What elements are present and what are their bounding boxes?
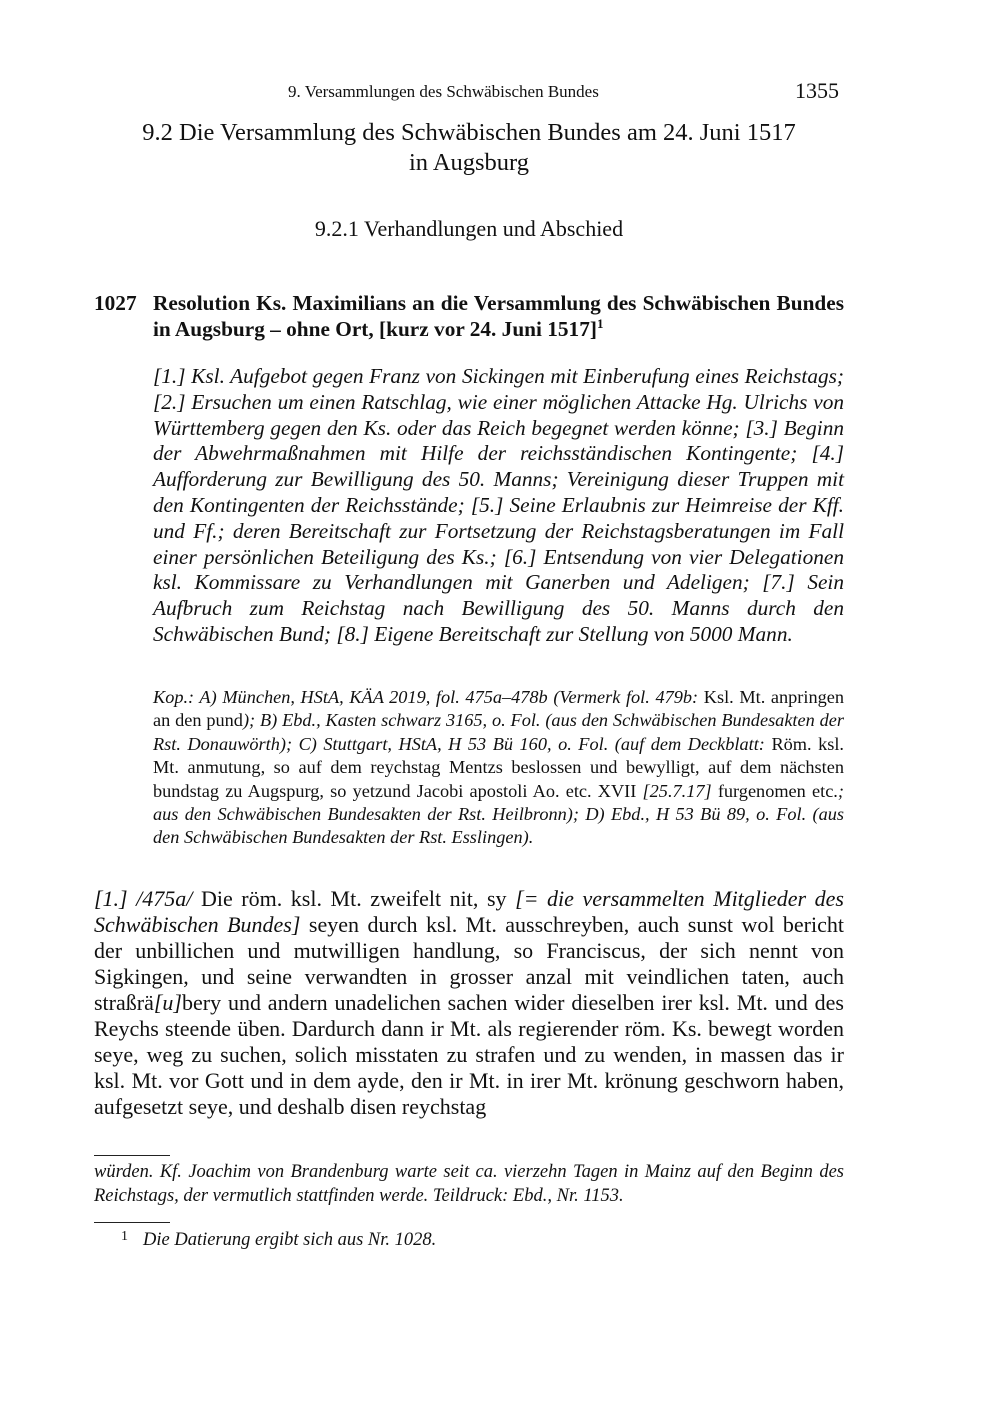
copies-note-quote-2: Röm. ksl. Mt. anmutung, so auf dem reychstag Mentzs beslossen und bewylligt, auf dem nächsten bundstag zu Augspurg, so yetzund Jacobi apostoli Ao. etc. XVII bbox=[153, 733, 844, 801]
section-title-line-2: in Augsburg bbox=[408, 149, 530, 176]
copies-note-part-2: ); B) Ebd., Kasten schwarz 3165, o. Fol. (aus den Schwäbischen Bundesakten der Rst. Donauwörth); C) Stuttgart, HStA, H 53 Bü 160, o. Fol. (auf dem Deckblatt: bbox=[153, 710, 844, 754]
copies-note-date: [25.7.17] bbox=[642, 780, 712, 801]
footnote-1-text: Die Datierung ergibt sich aus Nr. 1028. bbox=[143, 1230, 437, 1250]
body-text-part-1: Die röm. ksl. Mt. zweifelt nit, sy bbox=[200, 886, 507, 911]
footnote-rule bbox=[94, 1155, 170, 1156]
copies-note-part-1: Kop.: A) München, HStA, KÄA 2019, fol. 475a–478b (Vermerk fol. 479b: bbox=[153, 687, 699, 707]
document-heading bbox=[94, 290, 844, 342]
copies-note-part-3: ; aus den Schwäbischen Bundesakten der Rst. Heilbronn); D) Ebd., H 53 Bü 89, o. Fol. (aus den Schwäbischen Bundesakten der Rst. Esslingen). bbox=[153, 780, 844, 848]
footnote-ref-1[interactable]: 1 bbox=[596, 315, 604, 331]
copies-note-quote-1: Ksl. Mt. anpringen an den pund bbox=[153, 687, 844, 731]
document-heading-text: Resolution Ks. Maximilians an die Versammlung des Schwäbischen Bundes in Augsburg – ohne Ort, [kurz vor 24. Juni 1517] bbox=[153, 291, 844, 341]
body-text-part-2: seyen durch ksl. Mt. ausschreyben, auch sunst wol bericht der unbillichen und mutwilligen handlung, so Franciscus, der sich nennt von Sigkingen, und seine verwandten in grosser anzal mit veindlichen taten, auch straßrä bbox=[94, 912, 845, 1015]
body-text bbox=[94, 886, 844, 1120]
footnote-1 bbox=[94, 1228, 844, 1252]
editorial-letter: [u] bbox=[153, 990, 182, 1015]
footnote-continued: würden. Kf. Joachim von Brandenburg warte seit ca. vierzehn Tagen in Mainz auf den Beginn des Reichstags, der vermutlich stattfinden werde. Teildruck: Ebd., Nr. 1153. bbox=[94, 1162, 844, 1206]
document-number: 1027 bbox=[94, 291, 137, 315]
body-text-part-3: bery und andern unadelichen sachen wider dieselben irer ksl. Mt. und des Reychs steende üben. Dardurch dann ir Mt. als regierender röm. Ks. bewegt worden seye, weg zu suchen, solich misstaten zu strafen und zu wenden, in massen das ir ksl. Mt. vor Gott und in dem ayde, den ir Mt. in irer Mt. krönung geschworn haben, aufgesetzt seye, und deshalb disen reychstag bbox=[94, 990, 844, 1119]
copies-note bbox=[153, 686, 844, 850]
document-heading-text-block bbox=[153, 290, 844, 342]
running-head bbox=[0, 78, 1004, 108]
paragraph-marker: [1.] /475a/ bbox=[94, 886, 193, 911]
subsection-title: 9.2.1 Verhandlungen und Abschied bbox=[314, 216, 624, 241]
running-head-title: 9. Versammlungen des Schwäbischen Bundes bbox=[288, 82, 599, 101]
section-title bbox=[94, 118, 844, 178]
footnote-separator bbox=[94, 1222, 170, 1223]
section-title-line-1: 9.2 Die Versammlung des Schwäbischen Bundes am 24. Juni 1517 bbox=[142, 119, 796, 146]
page-number: 1355 bbox=[795, 78, 839, 103]
regest-summary: [1.] Ksl. Aufgebot gegen Franz von Sickingen mit Einberufung eines Reichstags; [2.] Ersuchen um einen Ratschlag, wie einer möglichen Attacke Hg. Ulrichs von Württemberg gegen den Ks. oder das Reich begegnet werden könne; [3.] Beginn der Abwehrmaßnahmen mit Hilfe der reichsständischen Kontingente; [4.] Aufforderung zur Bewilligung des 50. Manns; Vereinigung dieser Truppen mit den Kontingenten der Reichsstände; [5.] Seine Erlaubnis zur Heimreise der Kff. und Ff.; deren Bereitschaft zur Fortsetzung der Reichstagsberatungen im Fall einer persönlichen Beteiligung des Ks.; [6.] Entsendung von vier Delegationen ksl. Kommissare zu Verhandlungen mit Ganerben und Adeligen; [7.] Sein Aufbruch zum Reichstag nach Bewilligung des 50. Manns durch den Schwäbischen Bund; [8.] Eigene Bereitschaft zur Stellung von 5000 Mann. bbox=[153, 364, 844, 646]
editorial-insert: [= die versammelten Mitglieder des Schwäbischen Bundes] bbox=[94, 886, 844, 937]
copies-note-quote-3: furgenomen etc. bbox=[717, 780, 838, 801]
footnote-1-mark: 1 bbox=[121, 1229, 128, 1244]
